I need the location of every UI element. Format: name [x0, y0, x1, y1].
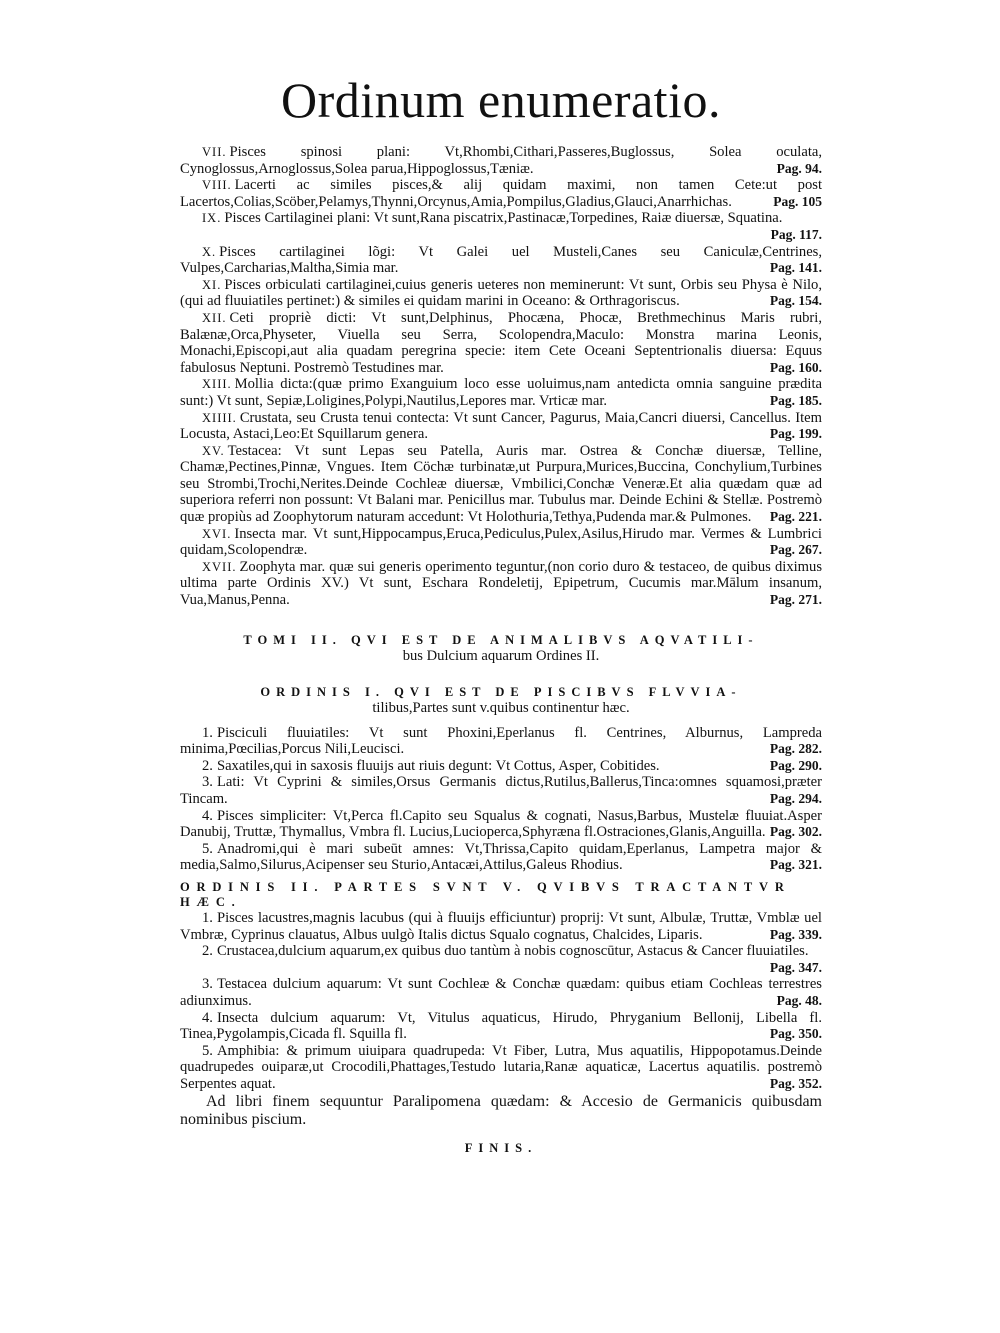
item-number: XII.: [202, 310, 227, 325]
item-number: X.: [202, 244, 217, 259]
list-item: [180, 774, 822, 807]
page-reference: Pag. 339.: [769, 926, 822, 942]
ordo2-heading: ORDINIS II. PARTES SVNT V. QVIBVS TRACTANTVR HÆC.: [180, 879, 791, 909]
item-text: Pisces orbiculati cartilaginei,cuius generis ueteres non meminerunt: Vt sunt, Orbis seu Physa è Nilo,(qui ad fluuiatiles pertinet:) & similes ei quidam marini in Oceano: & Orthragoriscus.: [180, 276, 822, 310]
list-item: [180, 976, 822, 1009]
item-text: Mollia dicta:(quæ primo Exanguium loco esse uoluimus,nam antedicta omnia sanguine prædita sunt:) Vt sunt, Sepiæ,Loligines,Polypi,Nautilus,Lepores mar. Vrticæ mar.: [180, 376, 822, 409]
page-reference: Pag. 48.: [776, 992, 822, 1008]
item-number: 5.: [202, 840, 213, 857]
page-reference: Pag. 282.: [769, 741, 822, 757]
list-item: [180, 559, 822, 609]
page-reference: Pag. 221.: [769, 509, 822, 525]
item-number: XIII.: [202, 377, 232, 392]
list-item: [180, 443, 822, 526]
item-number: 2.: [202, 757, 213, 774]
item-text: Saxatiles,qui in saxosis fluuijs aut riuis degunt: Vt Cottus, Asper, Cobitides.: [216, 757, 660, 774]
list-item: [180, 808, 822, 841]
list-item: [180, 210, 822, 243]
item-number: XVI.: [202, 526, 232, 541]
list-item: [180, 376, 822, 409]
tomi-subheading: bus Dulcium aquarum Ordines II.: [402, 647, 600, 664]
finis: FINIS.: [464, 1140, 538, 1155]
item-number: 4.: [202, 807, 213, 824]
item-number: 3.: [202, 774, 213, 791]
item-text: Ceti propriè dicti: Vt sunt,Delphinus, Phocæna, Phocæ, Brethmechinus Maris rubri, Balænæ,Orca,Physeter, Viuella seu Serra, Scolopendra,Maculo: Monstra marina Leonis, Monachi,Episcopi,aut alia quadam peregrina specie: item Cete Oceani Septentrionalis diuersa: Equus fabulosus Neptuni. Postremò Testudines mar.: [180, 309, 822, 376]
list-item: [180, 277, 822, 310]
list-item: [180, 410, 822, 443]
item-text: Amphibia: & primum uiuipara quadrupeda: Vt Fiber, Lutra, Mus aquatilis, Hippopotamus.Deinde quadrupedes ouiparæ,ut Crocodili,Phattages,Testudo lutaria,Ranæ aquaticæ, Lacertus aquatilis. postremò Serpentes aquat.: [180, 1042, 822, 1092]
item-text: Lati: Vt Cyprini & similes,Orsus Germanis dictus,Rutilus,Ballerus,Tinca:omnes squamosi,præter Tincam.: [180, 774, 822, 807]
item-number: XVII.: [202, 559, 237, 574]
page-reference: Pag. 160.: [769, 359, 822, 375]
list-item: [180, 910, 822, 943]
item-number: XI.: [202, 277, 222, 292]
page-reference: Pag. 185.: [769, 392, 822, 408]
closing-text: Ad libri finem sequuntur Paralipomena quædam: & Accesio de Germanicis quibusdam nominibus piscium.: [180, 1092, 822, 1128]
item-text: Pisces spinosi plani: Vt,Rhombi,Cithari,Passeres,Buglossus, Solea oculata, Cynoglossus,Arnoglossus,Solea parua,Hippoglossus,Tæniæ.: [180, 144, 822, 177]
page-reference: Pag. 294.: [769, 791, 822, 806]
item-number: 4.: [202, 1009, 213, 1026]
item-text: Testacea: Vt sunt Lepas seu Patella, Auris mar. Ostrea & Conchæ diuersæ, Telline, Chamæ,Pectines,Pinnæ, Vngues. Item Cöchæ turbinatæ,ut Purpura,Murices,Buccina, Conchylium,Turbines seu Strombi,Trochi,Nerites.Deinde Cochleæ diuersæ, Vmbilici,Conchæ Veneræ.Et alia quædam quæ ad superiora referri non possunt: Vt Balani mar. Penicillus mar. Tubulus mar. Deinde Echini & Stellæ. Postremò quæ propiùs ad Zoophytorum naturam accedunt: Vt Holothuria,Tethya,Pudenda mar.& Pulmones.: [180, 442, 822, 526]
page-reference: Pag. 117.: [770, 226, 822, 242]
list-item: [180, 1043, 822, 1093]
item-number: VIII.: [202, 178, 232, 193]
list-item: [180, 725, 822, 758]
item-text: Testacea dulcium aquarum: Vt sunt Cochleæ & Conchæ quædam: quibus etiam Cochleas terrestres adiunximus.: [180, 976, 822, 1009]
page-reference: Pag. 267.: [769, 542, 822, 558]
page-reference: Pag. 347.: [769, 959, 822, 975]
item-text: Pisciculi fluuiatiles: Vt sunt Phoxini,Eperlanus fl. Centrines, Alburnus, Lampreda minima,Pœcilias,Porcus Nili,Leucisci.: [180, 724, 822, 758]
page-reference: Pag. 199.: [769, 426, 822, 442]
page-title: Ordinum enumeratio.: [281, 72, 721, 128]
item-text: Pisces cartilaginei lõgi: Vt Galei uel Musteli,Canes seu Caniculæ,Centrines, Vulpes,Carcharias,Maltha,Simia mar.: [180, 243, 822, 277]
list-item: [180, 310, 822, 376]
page-reference: Pag. 302.: [769, 824, 822, 840]
item-number: 2.: [202, 943, 213, 960]
item-number: 1.: [202, 909, 213, 926]
page-reference: Pag. 271.: [769, 592, 822, 608]
page-reference: Pag. 290.: [769, 757, 822, 773]
page-reference: Pag. 141.: [769, 260, 822, 276]
ordo1-subheading: tilibus,Partes sunt v.quibus continentur hæc.: [372, 699, 630, 716]
item-number: XV.: [202, 443, 225, 458]
item-text: Anadromi,qui è mari subeūt amnes: Vt,Thrissa,Capito quidam,Eperlanus, Lampetra major & media,Salmo,Silurus,Acipenser seu Sturio,Antacæi,Attilus,Galeus Rhodius.: [180, 840, 822, 874]
item-text: Pisces Cartilaginei plani: Vt sunt,Rana piscatrix,Pastinacæ,Torpedines, Raiæ diuersæ, Squatina.: [224, 210, 783, 227]
ordo1-heading: ORDINIS I. QVI EST DE PISCIBVS FLVVIA-: [260, 684, 742, 699]
page-reference: Pag. 352.: [769, 1075, 822, 1091]
item-text: Zoophyta mar. quæ sui generis operimento teguntur,(non corio duro & testaceo, de quibus diximus ultima parte Ordinis XV.) Vt sunt, Eschara Rondeletij, Epipetrum, Cucumis mar.Mālum insanum, Vua,Manus,Penna.: [180, 558, 822, 609]
item-text: Pisces simpliciter: Vt,Perca fl.Capito seu Squalus & cognati, Nasus,Barbus, Mustelæ fluuiat.Asper Danubij, Truttæ, Thymallus, Vmbra fl. Lucius,Lucioperca,Sphyræna fl.Ostraciones,Glanis,Anguilla.: [180, 807, 822, 841]
item-number: XIIII.: [202, 410, 237, 425]
item-text: Insecta dulcium aquarum: Vt, Vitulus aquaticus, Hirudo, Phryganium Bellonij, Libella fl. Tinea,Pygolampis,Cicada fl. Squilla fl.: [180, 1009, 822, 1043]
page-reference: Pag. 94.: [776, 160, 822, 176]
list-item: [180, 526, 822, 559]
page-reference: Pag. 154.: [769, 293, 822, 309]
list-item: [180, 244, 822, 277]
item-number: 1.: [202, 724, 213, 741]
list-item: [180, 1010, 822, 1043]
item-text: Lacerti ac similes pisces,& alij quidam maximi, non tamen Cete:ut post Lacertos,Colias,Scöber,Pelamys,Thynni,Orcynus,Amia,Pompilus,Gladius,Glauci,Anarrhichas.: [180, 177, 822, 210]
page-reference: Pag. 105: [773, 193, 822, 209]
page-reference: Pag. 350.: [769, 1026, 822, 1042]
list-item: [180, 758, 822, 775]
list-item: [180, 943, 822, 976]
item-text: Pisces lacustres,magnis lacubus (qui à fluuijs efficiuntur) proprij: Vt sunt, Albulæ, Truttæ, Vmblæ uel Vmbræ, Cyprinus clauatus, Albus uulgò Italis dictus Squalo cognatus, Chalcides, Liparis.: [180, 909, 822, 943]
closing-note: [180, 1093, 822, 1129]
item-number: VII.: [202, 145, 227, 159]
item-number: 3.: [202, 976, 213, 993]
page-reference: Pag. 321.: [769, 857, 822, 873]
tomi-heading: TOMI II. QVI EST DE ANIMALIBVS AQVATILI-: [243, 632, 759, 647]
item-number: 5.: [202, 1042, 213, 1059]
item-text: Insecta mar. Vt sunt,Hippocampus,Eruca,Pediculus,Pulex,Asilus,Hirudo mar. Vermes & Lumbrici quidam,Scolopendræ.: [180, 525, 822, 559]
ordo2-list: [180, 910, 822, 1093]
item-text: Crustata, seu Crusta tenui contecta: Vt sunt Cancer, Pagurus, Maia,Cancri diuersi, Cancellus. Item Locusta, Astaci,Leo:Et Squillarum genera.: [180, 409, 822, 443]
item-number: IX.: [202, 211, 222, 226]
list-item: [180, 841, 822, 874]
ordo1-list: [180, 725, 822, 874]
list-item: [180, 144, 822, 177]
ordinum-list: [180, 144, 822, 609]
item-text: Crustacea,dulcium aquarum,ex quibus duo tantùm à nobis cognoscūtur, Astacus & Cancer fluuiatiles.: [216, 943, 809, 960]
list-item: [180, 177, 822, 210]
